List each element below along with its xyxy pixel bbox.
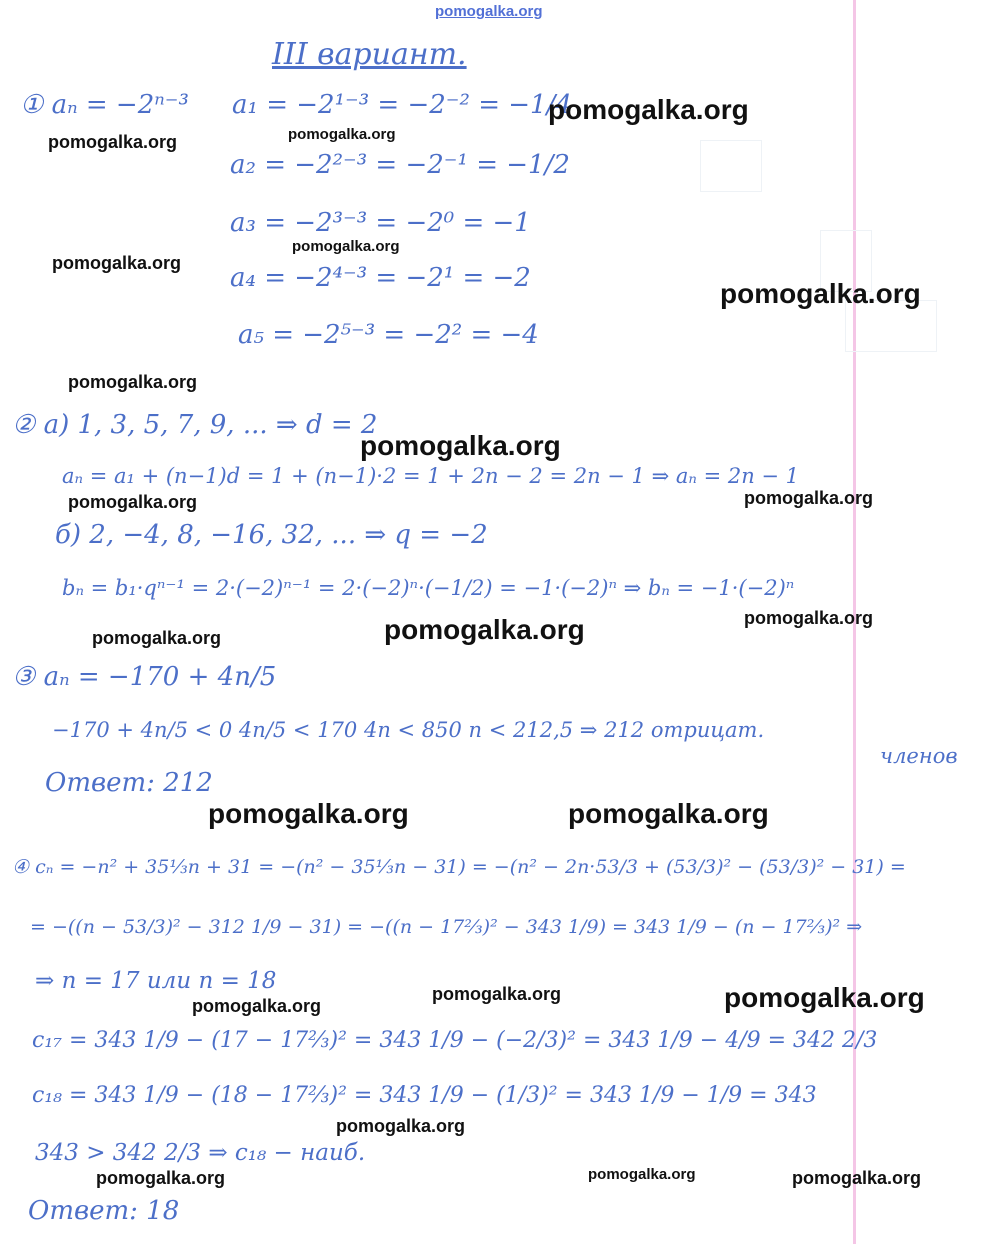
task4-line2: = −((n − 53/3)² − 312 1/9 − 31) = −((n − 17⅔)² − 343 1/9) = 343 1/9 − (n − 17⅔)² ⇒	[30, 916, 863, 938]
task1-formula: ① aₙ = −2ⁿ⁻³	[20, 90, 189, 120]
watermark: pomogalka.org	[96, 1168, 226, 1188]
task2a-formula: aₙ = a₁ + (n−1)d = 1 + (n−1)·2 = 1 + 2n − 2 = 2n − 1 ⇒ aₙ = 2n − 1	[62, 464, 800, 488]
watermark: pomogalka.org	[568, 798, 769, 829]
task1-a5: a₅ = −2⁵⁻³ = −2² = −4	[238, 320, 539, 350]
watermark: pomogalka.org	[384, 614, 585, 645]
task1-a4: a₄ = −2⁴⁻³ = −2¹ = −2	[230, 263, 531, 293]
watermark: pomogalka.org	[744, 608, 874, 628]
watermark: pomogalka.org	[548, 94, 749, 125]
watermark: pomogalka.org	[288, 126, 396, 143]
task3-inequality: −170 + 4n/5 < 0 4n/5 < 170 4n < 850 n < 212,5 ⇒ 212 отрицат.	[52, 718, 765, 742]
watermark: pomogalka.org	[336, 1116, 466, 1136]
task3-formula: ③ aₙ = −170 + 4n/5	[12, 662, 277, 692]
watermark: pomogalka.org	[48, 132, 178, 152]
watermark: pomogalka.org	[720, 278, 921, 309]
watermark: pomogalka.org	[292, 238, 400, 255]
task1-a2: a₂ = −2²⁻³ = −2⁻¹ = −1/2	[230, 150, 570, 180]
watermark: pomogalka.org	[724, 982, 925, 1013]
watermark: pomogalka.org	[432, 984, 562, 1004]
watermark: pomogalka.org	[68, 492, 198, 512]
task1-a1: a₁ = −2¹⁻³ = −2⁻² = −1/4	[232, 90, 572, 120]
task1-a3: a₃ = −2³⁻³ = −2⁰ = −1	[230, 208, 531, 238]
watermark: pomogalka.org	[92, 628, 222, 648]
task4-answer: Ответ: 18	[28, 1196, 180, 1226]
watermark: pomogalka.org	[744, 488, 874, 508]
watermark: pomogalka.org	[52, 253, 182, 273]
task4-line1: ④ cₙ = −n² + 35⅓n + 31 = −(n² − 35⅓n − 31) = −(n² − 2n·53/3 + (53/3)² − (53/3)² − 31) =	[12, 856, 906, 878]
task3-answer: Ответ: 212	[45, 768, 213, 798]
site-link[interactable]: pomogalka.org	[435, 3, 543, 20]
grid-fragment	[700, 140, 762, 192]
watermark: pomogalka.org	[192, 996, 322, 1016]
watermark: pomogalka.org	[360, 430, 561, 461]
task4-line3: ⇒ n = 17 или n = 18	[35, 968, 277, 994]
task2b-sequence: б) 2, −4, 8, −16, 32, ... ⇒ q = −2	[55, 520, 488, 550]
task4-c18: c₁₈ = 343 1/9 − (18 − 17⅔)² = 343 1/9 − (1/3)² = 343 1/9 − 1/9 = 343	[32, 1083, 817, 1108]
task2a-sequence: ② а) 1, 3, 5, 7, 9, ... ⇒ d = 2	[12, 410, 378, 440]
watermark: pomogalka.org	[588, 1166, 696, 1183]
task2b-formula: bₙ = b₁·qⁿ⁻¹ = 2·(−2)ⁿ⁻¹ = 2·(−2)ⁿ·(−1/2) = −1·(−2)ⁿ ⇒ bₙ = −1·(−2)ⁿ	[62, 576, 795, 600]
watermark: pomogalka.org	[792, 1168, 922, 1188]
task4-c17: c₁₇ = 343 1/9 − (17 − 17⅔)² = 343 1/9 − (−2/3)² = 343 1/9 − 4/9 = 342 2/3	[32, 1028, 878, 1053]
task4-compare: 343 > 342 2/3 ⇒ c₁₈ − наиб.	[35, 1140, 366, 1166]
watermark: pomogalka.org	[68, 372, 198, 392]
watermark: pomogalka.org	[208, 798, 409, 829]
task3-inequality-cont: членов	[880, 744, 958, 768]
variant-title: III вариант.	[272, 37, 467, 72]
